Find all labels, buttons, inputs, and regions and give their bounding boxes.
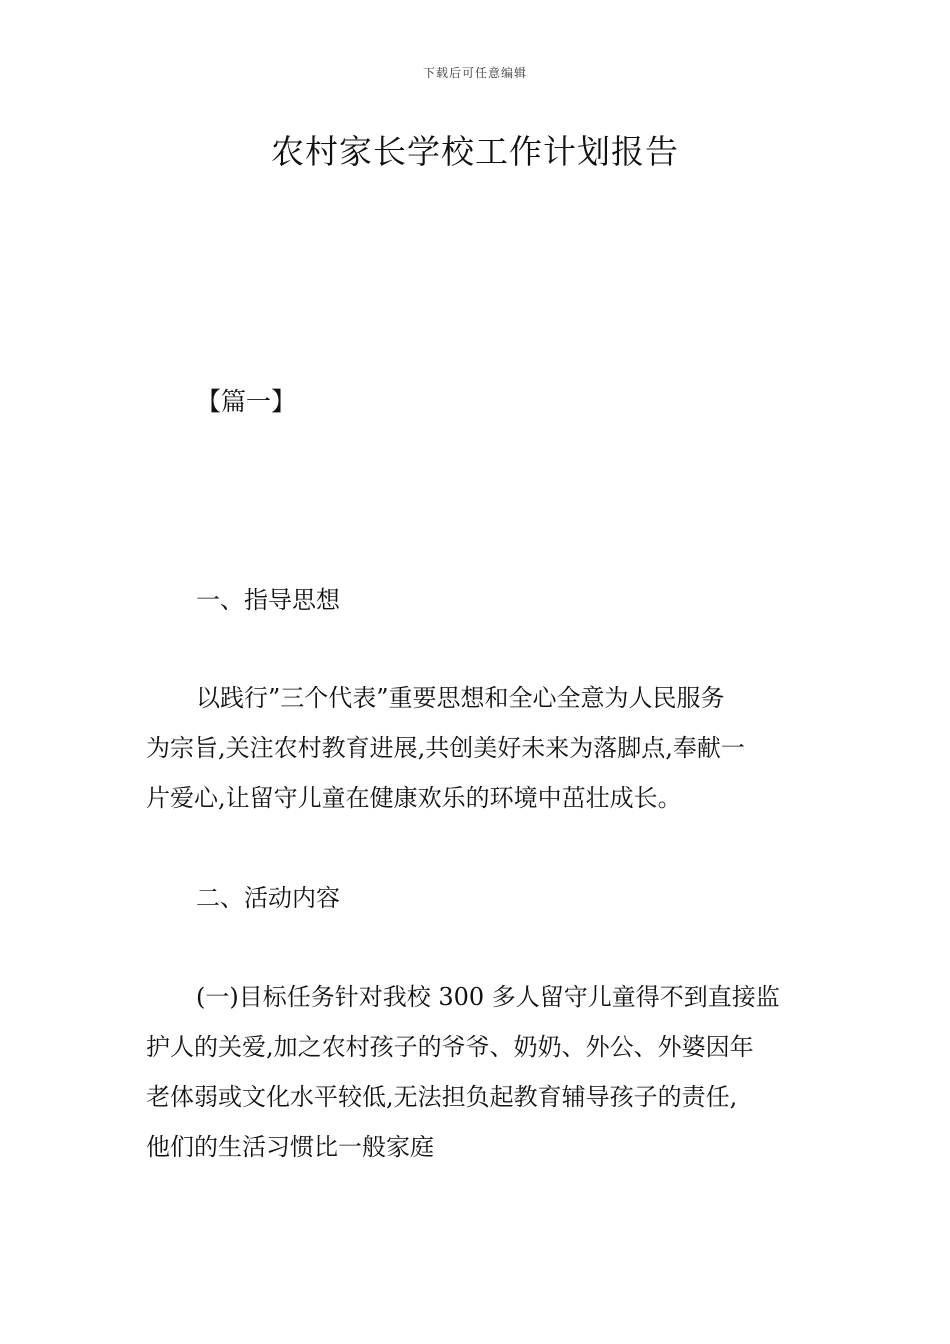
paragraph-activity-content <box>146 972 810 1172</box>
paragraph-guiding-ideology <box>146 673 810 823</box>
section-heading-activity-content: 二、活动内容 <box>196 884 340 912</box>
header-note: 下载后可任意编辑 <box>422 66 527 80</box>
paragraph-line: 以践行”三个代表”重要思想和全心全意为人民服务 <box>196 684 725 712</box>
paragraph-line: 为宗旨,关注农村教育进展,共创美好未来为落脚点,奉献一 <box>146 734 745 762</box>
section-heading-guiding-ideology: 一、指导思想 <box>196 586 340 614</box>
document-title: 农村家长学校工作计划报告 <box>271 132 679 171</box>
section-tag: 【篇一】 <box>196 387 297 416</box>
paragraph-line: 护人的关爱,加之农村孩子的爷爷、奶奶、外公、外婆因年 <box>146 1033 754 1061</box>
paragraph-line: 老体弱或文化水平较低,无法担负起教育辅导孩子的责任, <box>146 1083 738 1111</box>
paragraph-line: 片爱心,让留守儿童在健康欢乐的环境中茁壮成长。 <box>146 784 682 812</box>
paragraph-line: (一)目标任务针对我校 300 多人留守儿童得不到直接监 <box>196 983 780 1011</box>
paragraph-line: 他们的生活习惯比一般家庭 <box>146 1133 434 1161</box>
